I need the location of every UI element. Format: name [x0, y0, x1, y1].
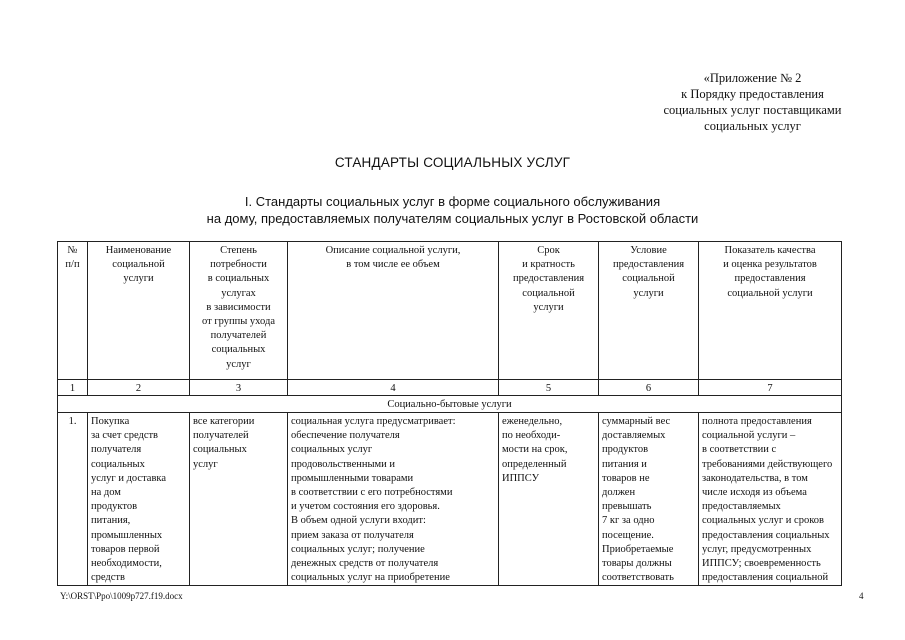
cell-line: предоставления: [512, 273, 585, 285]
table-row: [58, 413, 842, 586]
header-cell-condition: [599, 242, 699, 380]
footer-file-path: Y:\ORST\Ppo\1009p727.f19.docx: [60, 591, 183, 601]
cell-line: социальной: [112, 259, 165, 271]
cell-line: в социальных: [207, 273, 270, 285]
cell-line: Показатель качества: [724, 245, 816, 256]
annex-line: социальных услуг: [704, 119, 801, 133]
cell-line: продуктов: [602, 444, 649, 456]
group-title: Социально-бытовые услуги: [58, 396, 842, 413]
cell-line: все категории: [193, 416, 255, 427]
cell-line: доставляемых: [602, 430, 666, 442]
cell-line: услуги: [633, 287, 664, 299]
cell-line: требованиями действующего: [702, 458, 833, 470]
cell-line: и учетом состояния его здоровья.: [291, 501, 440, 513]
cell-line: в соответствии с его потребностями: [291, 487, 453, 499]
cell-line: средств: [91, 572, 125, 584]
header-cell-description: [288, 242, 499, 380]
section-title-line: I. Стандарты социальных услуг в форме социального обслуживания: [244, 194, 661, 209]
cell-line: услуг и доставка: [91, 472, 167, 484]
cell-line: денежных средств от получателя: [291, 558, 439, 570]
cell-line: необходимости,: [91, 558, 162, 570]
cell-line: и оценка результатов: [723, 259, 817, 271]
cell-line: В объем одной услуги входит:: [291, 515, 426, 527]
annex-line: к Порядку предоставления: [681, 87, 824, 101]
cell-line: посещение.: [602, 529, 654, 541]
header-cell-term: [499, 242, 599, 380]
cell-line: социальных: [211, 344, 266, 356]
cell-line: за счет средств: [91, 430, 159, 442]
cell-line: социальная услуга предусматривает:: [291, 416, 456, 427]
cell-line: социальных: [91, 458, 145, 470]
cell-line: ИППСУ; своевременность: [702, 558, 821, 570]
cell-line: Покупка: [91, 416, 130, 427]
cell-line: по необходи-: [502, 430, 561, 442]
cell-line: Наименование: [105, 245, 172, 256]
cell-line: товаров первой: [91, 543, 160, 555]
cell-line: продовольственными и: [291, 458, 396, 470]
cell-line: получателя: [91, 444, 142, 456]
cell-line: Степень: [220, 245, 257, 256]
cell-line: услуг: [226, 358, 251, 370]
cell-line: социальных услуг на приобретение: [291, 572, 450, 584]
cell-line: услуги: [533, 301, 564, 313]
section-title-line: на дому, предоставляемых получателям социальных услуг в Ростовской области: [206, 211, 699, 226]
cell-line: питания и: [602, 458, 647, 470]
cell-line: социальных услуг: [291, 444, 373, 456]
cell-line: Срок: [537, 245, 560, 256]
cell-line: предоставляемых: [702, 501, 781, 513]
condition-cell: [599, 413, 699, 586]
need-level-cell: [190, 413, 288, 586]
cell-line: в том числе ее объем: [346, 259, 440, 271]
cell-line: 7 кг за одно: [602, 515, 655, 527]
cell-line: услуг, предусмотренных: [702, 543, 812, 555]
cell-line: промышленных: [91, 529, 163, 541]
footer-page-number: 4: [859, 591, 864, 601]
annex-block: [620, 70, 885, 134]
annex-line: «Приложение № 2: [703, 71, 802, 85]
header-cell-need-level: [190, 242, 288, 380]
column-number: 5: [499, 380, 599, 396]
cell-line: продуктов: [91, 501, 138, 513]
term-cell: [499, 413, 599, 586]
cell-line: законодательства, в том: [702, 472, 808, 484]
cell-line: мости на срок,: [502, 444, 568, 456]
cell-line: превышать: [602, 501, 652, 513]
row-number: 1.: [58, 413, 88, 586]
cell-line: прием заказа от получателя: [291, 529, 414, 541]
column-number: 4: [288, 380, 499, 396]
cell-line: питания,: [91, 515, 131, 527]
cell-line: №: [67, 245, 78, 256]
service-name-cell: [88, 413, 190, 586]
standards-table: [57, 241, 842, 586]
cell-line: потребности: [210, 259, 267, 271]
cell-line: и кратность: [522, 259, 575, 271]
cell-line: п/п: [65, 259, 80, 271]
cell-line: обеспечение получателя: [291, 430, 400, 442]
cell-line: товаров не: [602, 472, 650, 484]
cell-line: в соответствии с: [702, 444, 777, 456]
cell-line: предоставления: [734, 273, 806, 285]
cell-line: должен: [602, 487, 636, 499]
cell-line: получателей: [210, 330, 267, 342]
cell-line: получателей: [193, 430, 249, 442]
cell-line: определенный: [502, 458, 567, 470]
cell-line: социальной услуги –: [702, 430, 796, 442]
header-cell-service-name: [88, 242, 190, 380]
cell-line: товары должны: [602, 558, 672, 570]
cell-line: предоставления социальной: [702, 572, 829, 584]
cell-line: услугах: [221, 287, 256, 299]
column-number: 1: [58, 380, 88, 396]
section-title: [0, 193, 905, 227]
cell-line: суммарный вес: [602, 416, 671, 427]
cell-line: социальной: [622, 273, 675, 285]
cell-line: ИППСУ: [502, 472, 540, 484]
cell-line: социальных: [193, 444, 247, 456]
cell-line: услуг: [193, 458, 218, 470]
cell-line: социальной услуги: [727, 287, 813, 299]
cell-line: Условие: [630, 245, 667, 256]
cell-line: социальных услуг и сроков: [702, 515, 824, 527]
column-number-row: [58, 380, 842, 396]
cell-line: предоставления социальных: [702, 529, 830, 541]
group-row: [58, 396, 842, 413]
cell-line: социальных услуг; получение: [291, 543, 425, 555]
cell-line: соответствовать: [602, 572, 674, 584]
document-title: СТАНДАРТЫ СОЦИАЛЬНЫХ УСЛУГ: [334, 155, 571, 170]
header-cell-quality: [699, 242, 842, 380]
cell-line: социальной: [522, 287, 575, 299]
cell-line: еженедельно,: [502, 416, 563, 427]
column-number: 6: [599, 380, 699, 396]
cell-line: Приобретаемые: [602, 543, 674, 555]
header-cell-number: [58, 242, 88, 380]
cell-line: в зависимости: [206, 301, 271, 313]
cell-line: числе исходя из объема: [702, 487, 807, 499]
column-number: 2: [88, 380, 190, 396]
annex-line: социальных услуг поставщиками: [663, 103, 842, 117]
column-number: 7: [699, 380, 842, 396]
cell-line: промышленными товарами: [291, 472, 414, 484]
cell-line: от группы ухода: [202, 316, 275, 328]
cell-line: услуги: [123, 273, 154, 285]
column-number: 3: [190, 380, 288, 396]
cell-line: полнота предоставления: [702, 416, 812, 427]
quality-cell: [699, 413, 842, 586]
cell-line: предоставления: [612, 259, 685, 271]
cell-line: Описание социальной услуги,: [325, 245, 461, 256]
header-row: [58, 242, 842, 380]
cell-line: на дом: [91, 487, 121, 499]
description-cell: [288, 413, 499, 586]
